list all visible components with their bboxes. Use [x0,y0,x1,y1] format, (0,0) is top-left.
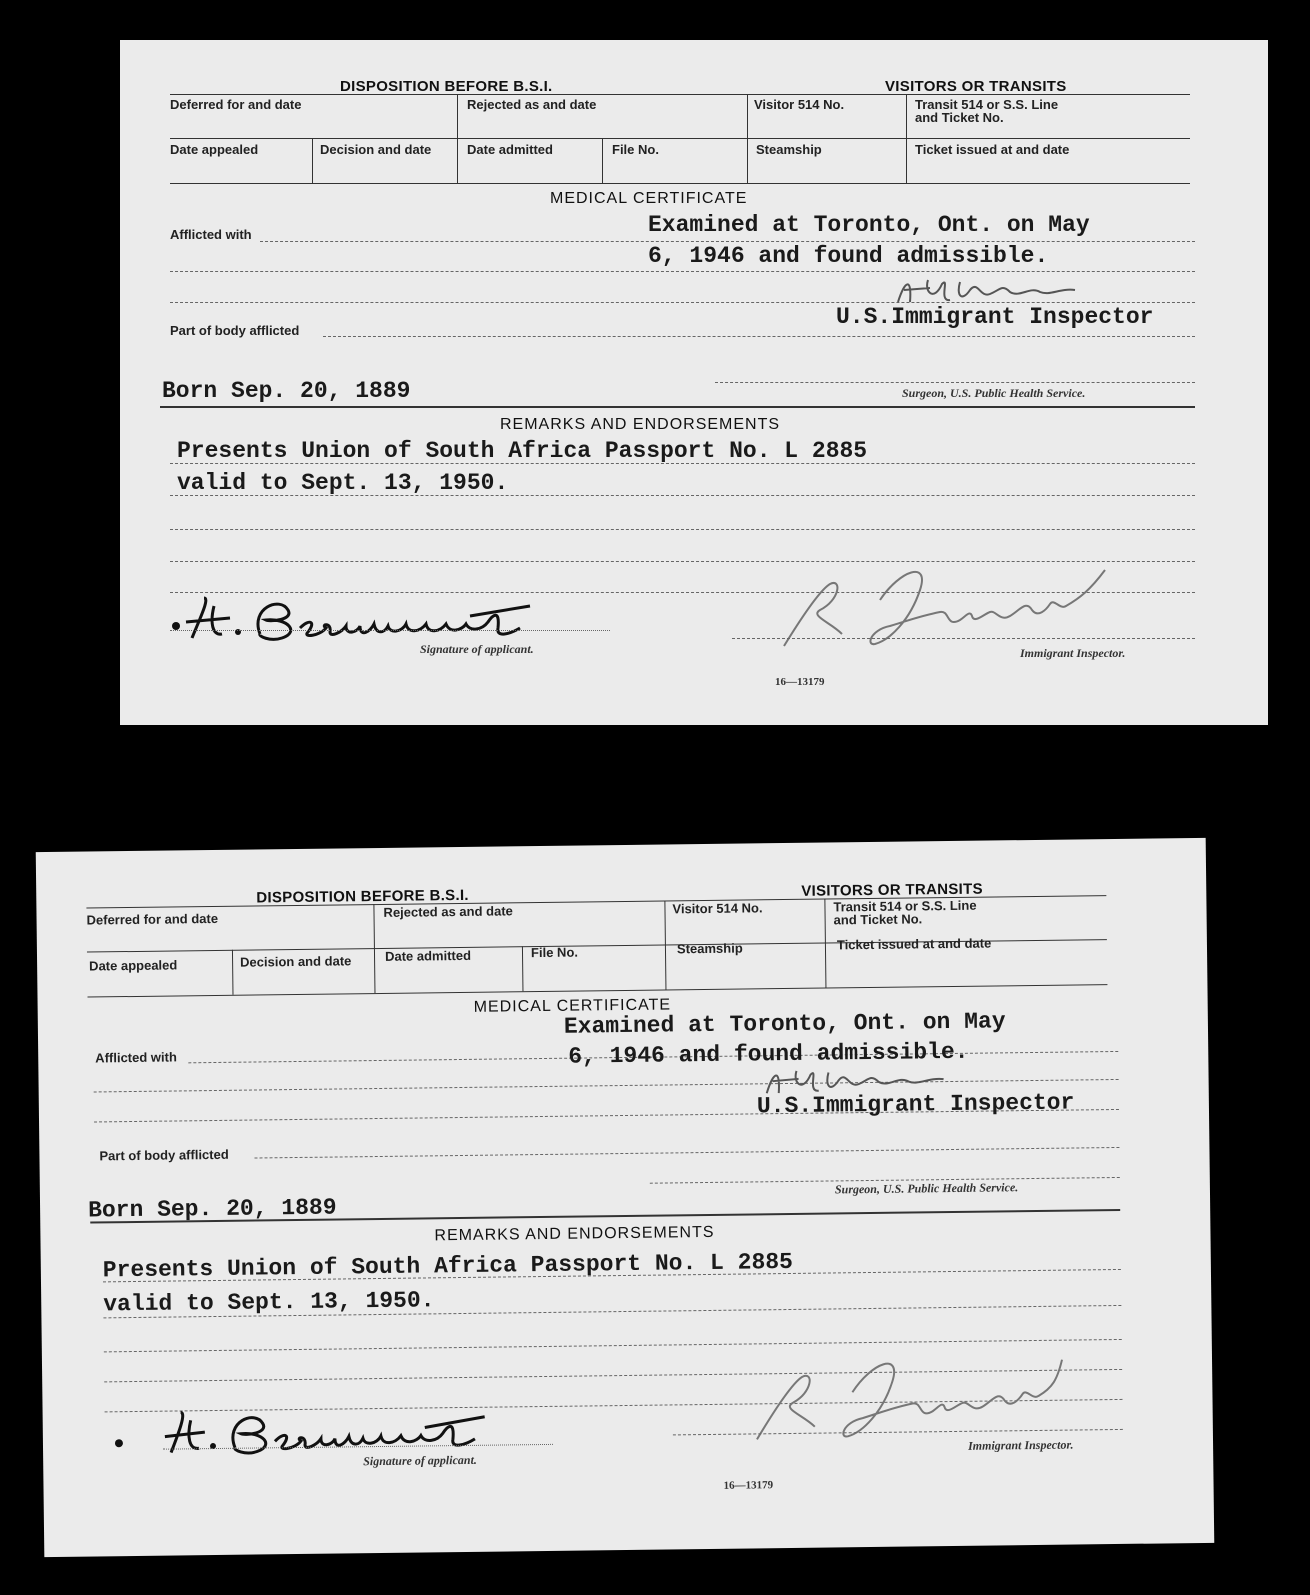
file-no-label: File No. [530,944,579,961]
inspector-title: U.S.Immigrant Inspector [756,1089,1075,1120]
remarks-line-2: valid to Sept. 13, 1950. [103,1287,435,1318]
visitor514-label: Visitor 514 No. [672,900,763,917]
exam-line-1: Examined at Toronto, Ont. on May [648,212,1090,238]
body-part-label: Part of body afflicted [170,323,300,338]
surgeon-label: Surgeon, U.S. Public Health Service. [834,1180,1019,1197]
date-admitted-label: Date admitted [467,142,553,157]
rejected-label: Rejected as and date [383,903,513,920]
medical-certificate-header: MEDICAL CERTIFICATE [473,996,672,1016]
disposition-header: DISPOSITION BEFORE B.S.I. [340,78,553,95]
applicant-signature-label: Signature of applicant. [363,1452,477,1469]
deferred-label: Deferred for and date [170,97,302,112]
date-appealed-label: Date appealed [89,957,178,974]
remarks-header: REMARKS AND ENDORSEMENTS [500,416,781,433]
born-date: Born Sep. 20, 1889 [87,1194,337,1224]
visitors-header: VISITORS OR TRANSITS [885,78,1067,95]
steamship-label: Steamship [756,142,822,157]
applicant-signature [170,588,620,648]
row-rule [170,138,1190,139]
exam-line-2: 6, 1946 and found admissible. [568,1038,969,1070]
date-appealed-label: Date appealed [170,142,259,157]
exam-line-2: 6, 1946 and found admissible. [648,243,1049,269]
disposition-header: DISPOSITION BEFORE B.S.I. [256,886,469,907]
exam-line-1: Examined at Toronto, Ont. on May [563,1008,1006,1040]
steamship-label: Steamship [676,940,743,957]
immigration-card-top [120,40,1268,725]
ticket-issued-label: Ticket issued at and date [836,935,992,953]
afflicted-label: Afflicted with [95,1049,177,1066]
remarks-line-1: Presents Union of South Africa Passport No. L 2885 [177,438,868,464]
decision-label: Decision and date [320,142,432,157]
body-part-label: Part of body afflicted [99,1146,229,1164]
date-admitted-label: Date admitted [384,947,472,964]
form-number: 16—13179 [775,676,825,688]
decision-label: Decision and date [240,953,352,970]
deferred-label: Deferred for and date [86,910,219,928]
born-date: Born Sep. 20, 1889 [162,378,411,404]
transit514-label: Transit 514 or S.S. Line [915,97,1059,112]
ticket-no-label: and Ticket No. [915,110,1004,125]
header-rule [170,94,1190,95]
rejected-label: Rejected as and date [467,97,597,112]
immigrant-inspector-label: Immigrant Inspector. [1020,646,1126,660]
transit514-label: Transit 514 or S.S. Line [833,897,977,915]
form-number: 16—13179 [723,1479,774,1492]
applicant-signature-label: Signature of applicant. [420,642,534,656]
ticket-no-label: and Ticket No. [833,911,923,928]
immigrant-inspector-signature [770,560,1120,660]
visitors-header: VISITORS OR TRANSITS [801,880,983,900]
afflicted-label: Afflicted with [170,227,252,242]
remarks-line-1: Presents Union of South Africa Passport No. L 2885 [102,1248,794,1284]
immigration-card-bottom [36,838,1215,1557]
ticket-issued-label: Ticket issued at and date [915,142,1070,157]
table-bottom-rule [170,183,1190,184]
immigrant-inspector-label: Immigrant Inspector. [967,1437,1074,1453]
file-no-label: File No. [612,142,659,157]
surgeon-label: Surgeon, U.S. Public Health Service. [902,386,1086,400]
remarks-header: REMARKS AND ENDORSEMENTS [434,1223,715,1245]
applicant-signature [112,1398,563,1463]
remarks-line-2: valid to Sept. 13, 1950. [177,470,509,496]
inspector-title: U.S.Immigrant Inspector [836,304,1154,330]
medical-certificate-header: MEDICAL CERTIFICATE [550,190,748,207]
visitor514-label: Visitor 514 No. [754,97,845,112]
